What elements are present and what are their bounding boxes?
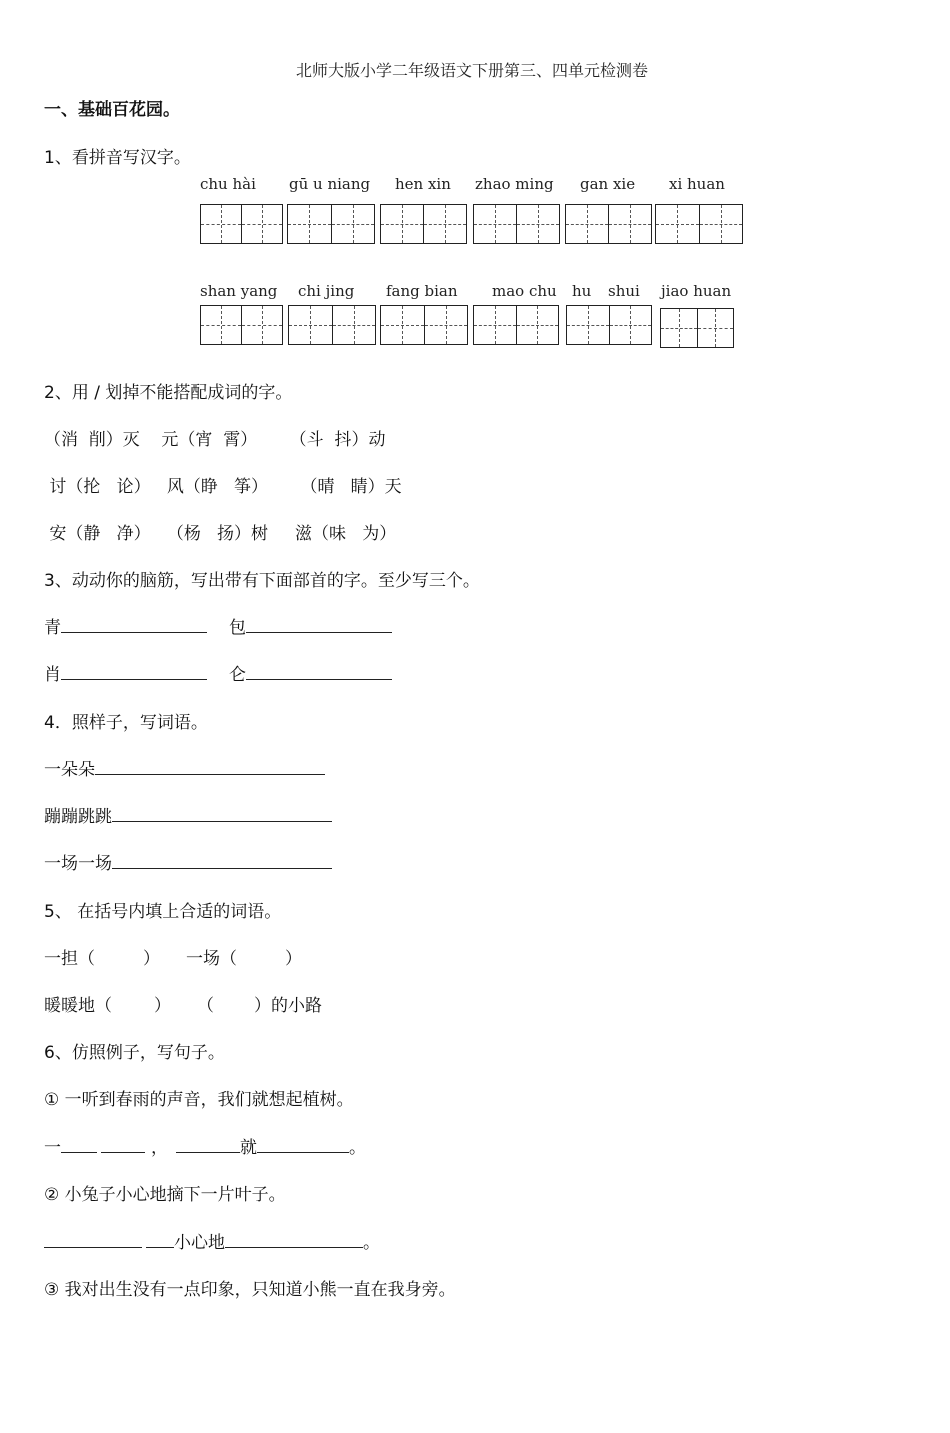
example-sentence: ① 一听到春雨的声音，我们就想起植树。 xyxy=(44,1090,354,1110)
radical-line xyxy=(44,660,392,685)
question-2-prompt: 2、用 / 划掉不能搭配成词的字。 xyxy=(44,383,293,403)
writing-box[interactable] xyxy=(200,204,283,244)
answer-blank[interactable] xyxy=(112,850,332,869)
pinyin-label: gū u niang xyxy=(289,175,371,193)
fill-line xyxy=(44,991,322,1016)
question-1-prompt: 1、看拼音写汉字。 xyxy=(44,148,191,168)
answer-blank[interactable] xyxy=(146,1229,174,1248)
answer-blank[interactable] xyxy=(313,1229,363,1248)
pinyin-label: mao chu xyxy=(492,282,557,300)
pinyin-label: jiao huan xyxy=(661,282,732,300)
fill-line xyxy=(44,944,302,969)
writing-box[interactable] xyxy=(288,305,376,345)
fill-text: 一场（ xyxy=(186,949,237,969)
answer-blank[interactable] xyxy=(95,756,325,775)
fill-text: （ xyxy=(197,996,214,1016)
answer-blank[interactable] xyxy=(44,1229,142,1248)
fill-text: ） xyxy=(143,949,160,969)
answer-blank[interactable] xyxy=(112,803,332,822)
pinyin-label: shan yang xyxy=(200,282,278,300)
writing-box[interactable] xyxy=(565,204,652,244)
fill-text: ） xyxy=(285,949,302,969)
answer-blank[interactable] xyxy=(257,1134,349,1153)
pattern-line xyxy=(44,755,325,780)
writing-box[interactable] xyxy=(200,305,283,345)
pinyin-label: chu hài xyxy=(200,175,256,193)
document-title: 北师大版小学二年级语文下册第三、四单元检测卷 xyxy=(295,61,648,80)
fill-text: 暖暖地（ xyxy=(44,996,112,1016)
pattern-example: 一场一场 xyxy=(44,854,112,874)
pinyin-label: gan xie xyxy=(580,175,636,193)
pinyin-label: chi jing xyxy=(298,282,355,300)
writing-box[interactable] xyxy=(473,204,560,244)
question-3-prompt: 3、动动你的脑筋，写出带有下面部首的字。至少写三个。 xyxy=(44,571,480,591)
radical-label: 肖 xyxy=(44,665,61,685)
pinyin-label: fang bian xyxy=(386,282,458,300)
question-5-prompt: 5、 在括号内填上合适的词语。 xyxy=(44,902,282,922)
pattern-line xyxy=(44,802,332,827)
question-6-prompt: 6、仿照例子，写句子。 xyxy=(44,1043,225,1063)
pinyin-label: hen xin xyxy=(395,175,451,193)
pattern-line xyxy=(44,849,332,874)
radical-line xyxy=(44,613,392,638)
pinyin-label: shui xyxy=(608,282,640,300)
answer-blank[interactable] xyxy=(61,614,207,633)
example-sentence: ③ 我对出生没有一点印象，只知道小熊一直在我身旁。 xyxy=(44,1280,456,1300)
writing-box[interactable] xyxy=(380,305,468,345)
radical-label: 仑 xyxy=(229,665,246,685)
answer-blank[interactable] xyxy=(61,1134,97,1153)
writing-box[interactable] xyxy=(566,305,652,345)
pinyin-label: hu xyxy=(572,282,592,300)
pattern-example: 一朵朵 xyxy=(44,760,95,780)
pattern-text: 一 xyxy=(44,1138,61,1158)
writing-box[interactable] xyxy=(380,204,467,244)
answer-blank[interactable] xyxy=(176,1134,240,1153)
answer-blank[interactable] xyxy=(61,661,207,680)
writing-box[interactable] xyxy=(660,308,734,348)
writing-box[interactable] xyxy=(655,204,743,244)
fill-text: ）的小路 xyxy=(254,996,322,1016)
pattern-example: 蹦蹦跳跳 xyxy=(44,807,112,827)
writing-box[interactable] xyxy=(473,305,559,345)
radical-label: 包 xyxy=(229,618,246,638)
radical-label: 青 xyxy=(44,618,61,638)
pattern-text: ， xyxy=(151,1138,168,1158)
answer-blank[interactable] xyxy=(246,661,392,680)
pinyin-label: zhao ming xyxy=(475,175,554,193)
pattern-text: 。 xyxy=(363,1233,380,1253)
word-choice-line: （消 削）灭 元（宵 霄） （斗 抖）动 xyxy=(44,430,386,450)
word-choice-line: 讨（抡 论） 风（睁 筝） （晴 睛）天 xyxy=(44,477,402,497)
pinyin-label: xi huan xyxy=(669,175,725,193)
question-4-prompt: 4．照样子，写词语。 xyxy=(44,713,208,733)
example-sentence: ② 小兔子小心地摘下一片叶子。 xyxy=(44,1185,286,1205)
sentence-pattern xyxy=(44,1228,380,1253)
answer-blank[interactable] xyxy=(246,614,392,633)
answer-blank[interactable] xyxy=(101,1134,145,1153)
pattern-text: 就 xyxy=(240,1138,257,1158)
sentence-pattern xyxy=(44,1133,366,1158)
pattern-text: 。 xyxy=(349,1138,366,1158)
fill-text: ） xyxy=(154,996,171,1016)
answer-blank[interactable] xyxy=(225,1229,313,1248)
pattern-text: 小心地 xyxy=(174,1233,225,1253)
fill-text: 一担（ xyxy=(44,949,95,969)
word-choice-line: 安（静 净） （杨 扬）树 滋（味 为） xyxy=(44,524,397,544)
writing-box[interactable] xyxy=(287,204,375,244)
section-heading: 一、基础百花园。 xyxy=(44,100,180,120)
